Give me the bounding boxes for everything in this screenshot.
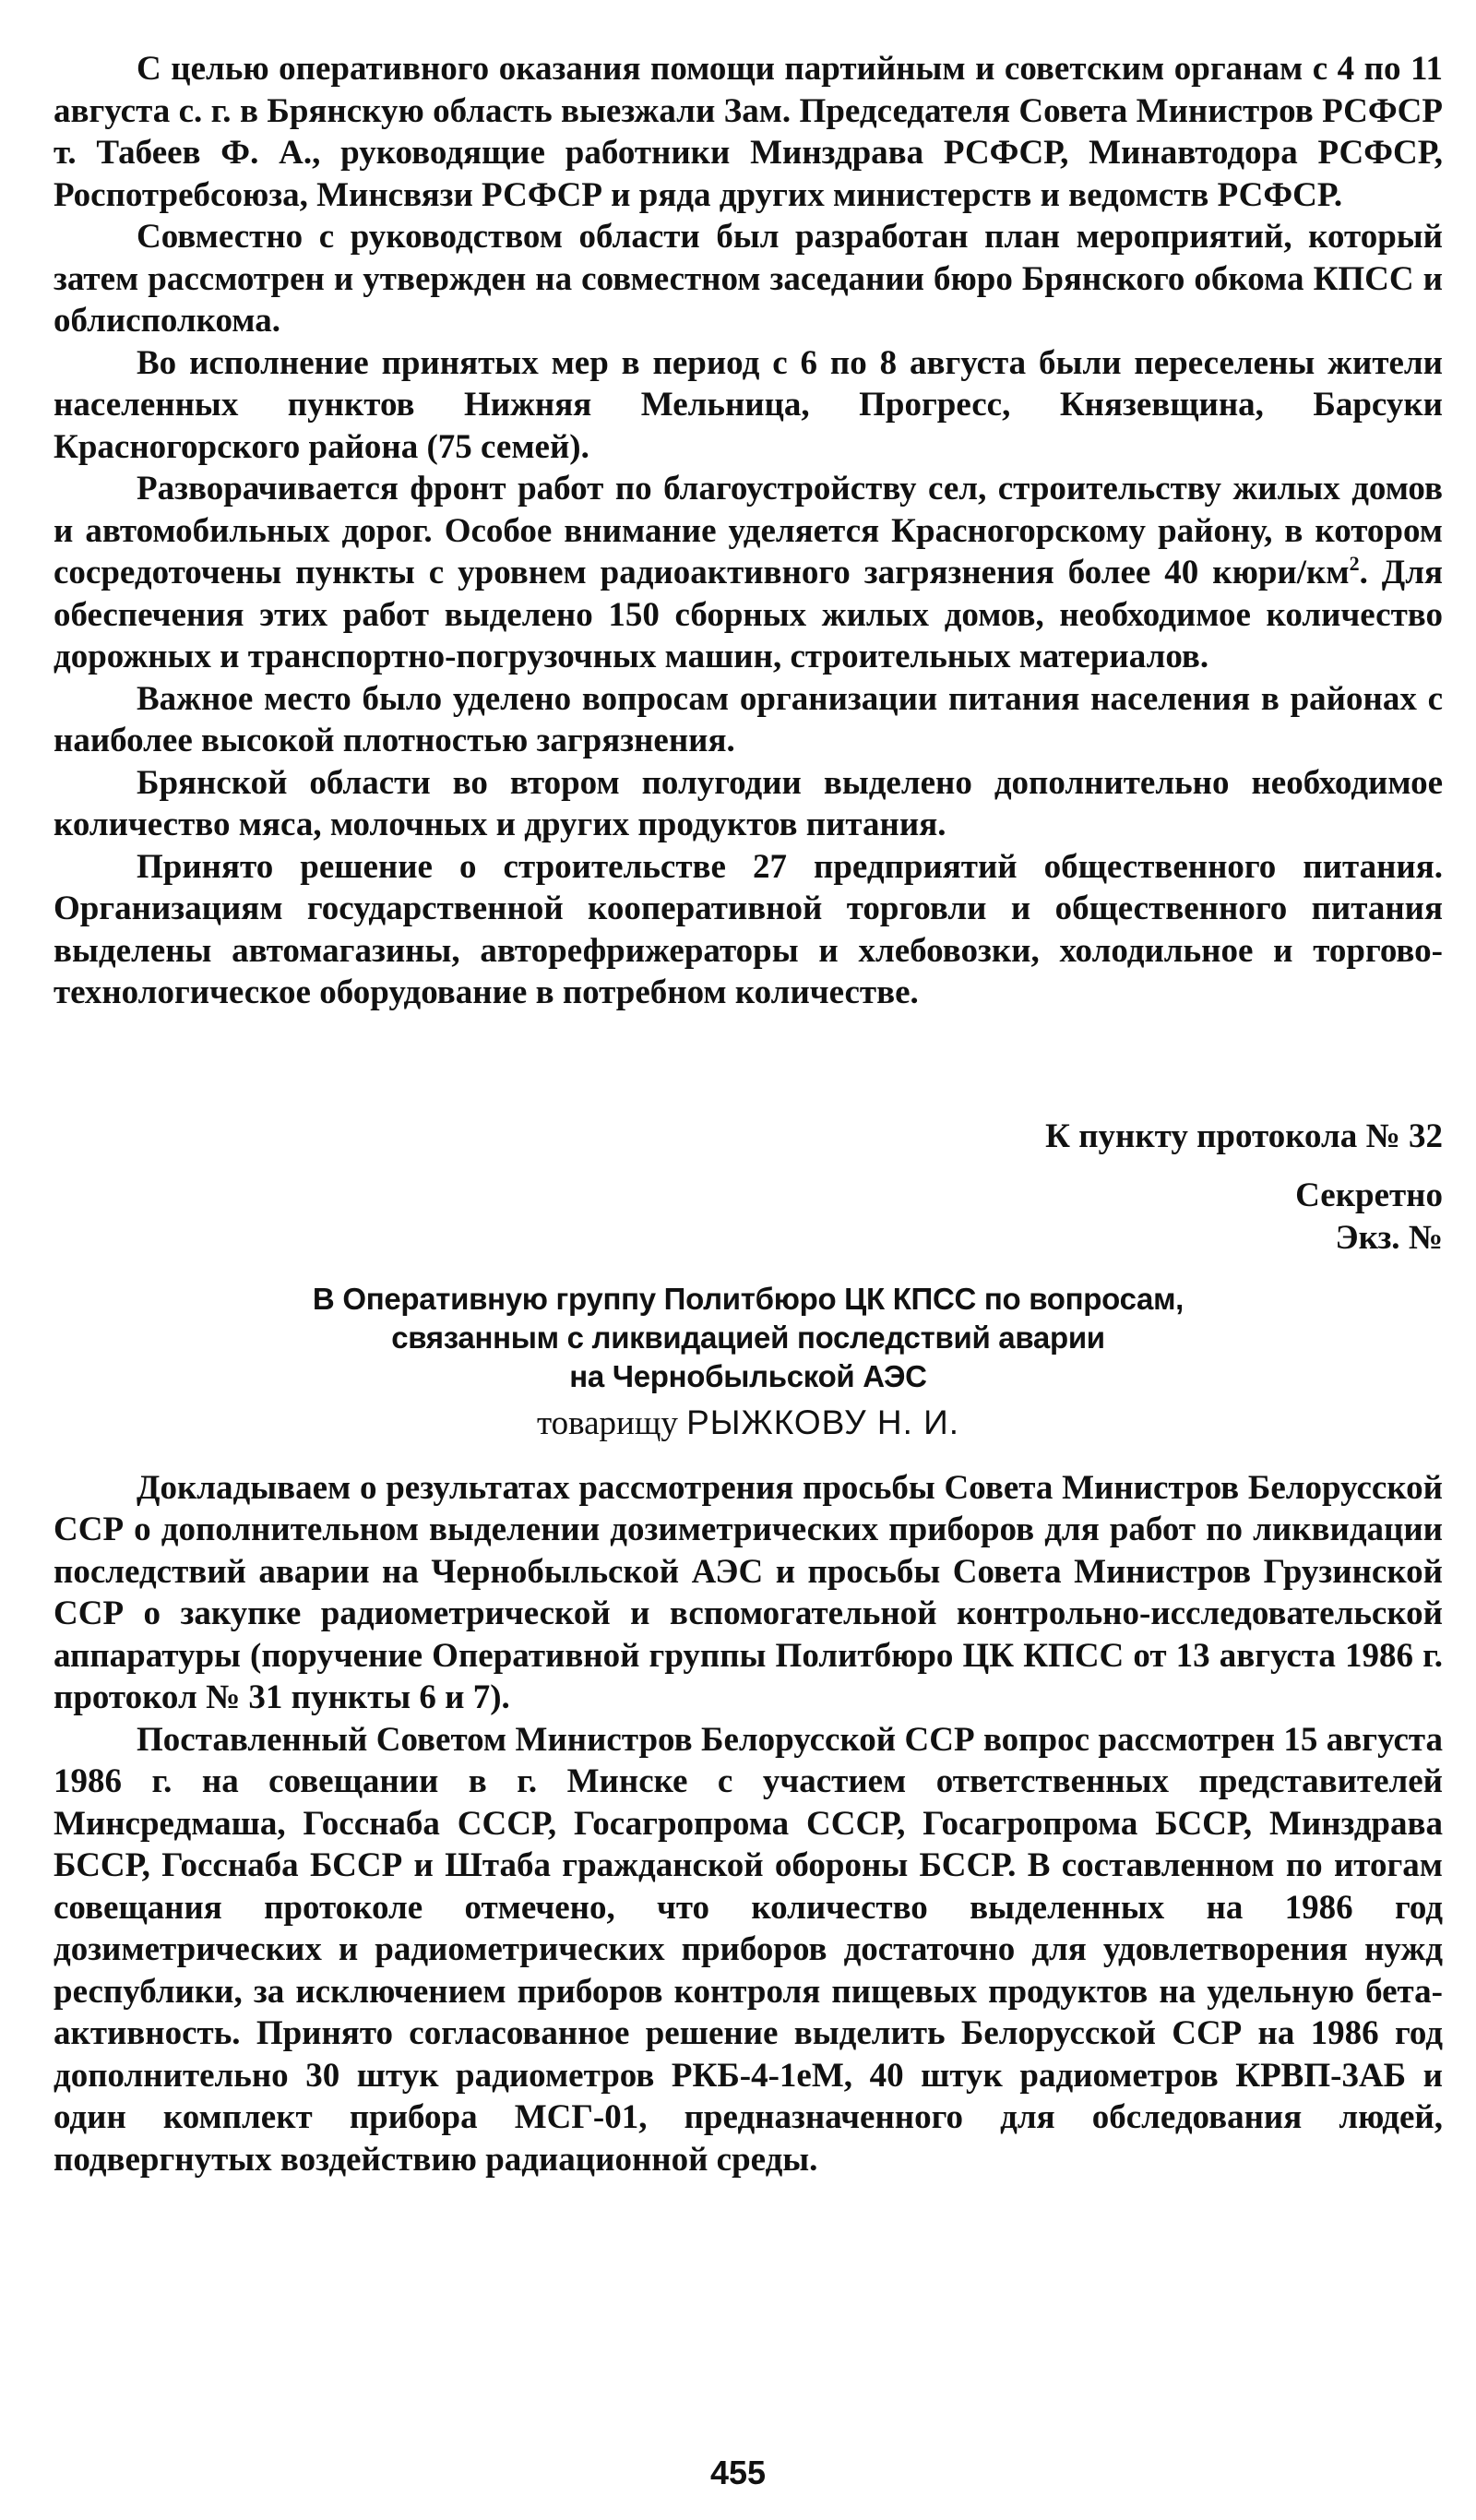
paragraph: Принято решение о строительстве 27 предприятий общественного питания. Организациям государственной кооперативной торговли и общественного питания выделены автомагазины, авторефрижераторы и хлебовозки, холодильное и торгово-технологическое оборудование в потребном количестве. (54, 847, 1443, 1011)
page-number: 455 (709, 2454, 767, 2491)
copy-number-label: Экз. № (1335, 1218, 1443, 1257)
document-page (54, 48, 1443, 2180)
paragraph-with-superscript (54, 468, 1443, 678)
paragraph: Во исполнение принятых мер в период с 6 по 8 августа были переселены жители населенных пунктов Нижняя Мельница, Прогресс, Князевщина, Барсуки Красногорского района (75 семей). (54, 343, 1443, 466)
paragraph: Совместно с руководством области был разработан план мероприятий, который затем рассмотрен и утвержден на совместном заседании бюро Брянского обкома КПСС и облисполкома. (54, 218, 1443, 340)
protocol-reference: К пункту протокола № 32 (1045, 1117, 1443, 1155)
document-stamp (54, 1116, 1443, 1260)
paragraph-text: Разворачивается фронт работ по благоустройству сел, строительству жилых домов и автомобильных дорог. Особое внимание уделяется Красногорскому району, в котором сосредоточены пункты с уровнем радиоактивного загрязнения более 40 кюри/км (54, 470, 1443, 591)
addressee-block (54, 1280, 1443, 1445)
paragraph-text: . Для обеспечения этих работ выделено 150 сборных жилых домов, необходимое количество дорожных и транспортно-погрузочных машин, строительных материалов. (54, 554, 1444, 675)
paragraph: Поставленный Советом Министров Белорусской ССР вопрос рассмотрен 15 августа 1986 г. на совещании в г. Минске с участием ответственных представителей Минсредмаша, Госснаба СССР, Госагропрома СССР, Госагропрома БССР, Минздрава БССР, Госснаба БССР и Штаба гражданской обороны БССР. В составленном по итогам совещания протоколе отмечено, что количество выделенных на 1986 год дозиметрических и радиометрических приборов достаточно для удовлетворения нужд республики, за исключением приборов контроля пищевых продуктов на удельную бета-активность. Принято согласованное решение выделить Белорусской ССР на 1986 год дополнительно 30 штук радиометров РКБ-4-1еМ, 40 штук радиометров КРВП-3АБ и один комплект прибора МСГ-01, предназначенного для обследования людей, подвергнутых воздействию радиационной среды. (54, 1720, 1443, 2179)
paragraph: Важное место было уделено вопросам организации питания населения в районах с наиболее высокой плотностью загрязнения. (54, 679, 1443, 759)
addressee-line: В Оперативную группу Политбюро ЦК КПСС по вопросам, (312, 1281, 1184, 1316)
addressee-line: связанным с ликвидацией последствий аварии (391, 1320, 1105, 1355)
classification-label: Секретно (1295, 1176, 1443, 1214)
paragraph: Докладываем о результатах рассмотрения просьбы Совета Министров Белорусской ССР о дополнительном выделении дозиметрических приборов для работ по ликвидации последствий аварии на Чернобыльской АЭС и просьбы Совета Министров Грузинской ССР о закупке радиометрической и вспомогательной контрольно-исследовательской аппаратуры (поручение Оперативной группы Политбюро ЦК КПСС от 13 августа 1986 г. протокол № 31 пункты 6 и 7). (54, 1468, 1443, 1716)
recipient-name: РЫЖКОВУ Н. И. (686, 1403, 960, 1441)
section-gap (54, 1014, 1443, 1116)
paragraph: Брянской области во втором полугодии выделено дополнительно необходимое количество мяса, молочных и других продуктов питания. (54, 763, 1443, 843)
recipient-prefix: товарищу (536, 1403, 678, 1442)
superscript: 2 (1349, 552, 1360, 575)
report-section-dosimetry (54, 1467, 1443, 2181)
addressee-line: на Чернобыльской АЭС (569, 1358, 927, 1393)
recipient (54, 1402, 1443, 1445)
report-section-bryansk (54, 48, 1443, 1014)
paragraph: С целью оперативного оказания помощи партийным и советским органам с 4 по 11 августа с. г. в Брянскую область выезжали Зам. Председателя Совета Министров РСФСР т. Табеев Ф. А., руководящие работники Минздрава РСФСР, Минавтодора РСФСР, Роспотребсоюза, Минсвязи РСФСР и ряда других министерств и ведомств РСФСР. (54, 50, 1443, 214)
